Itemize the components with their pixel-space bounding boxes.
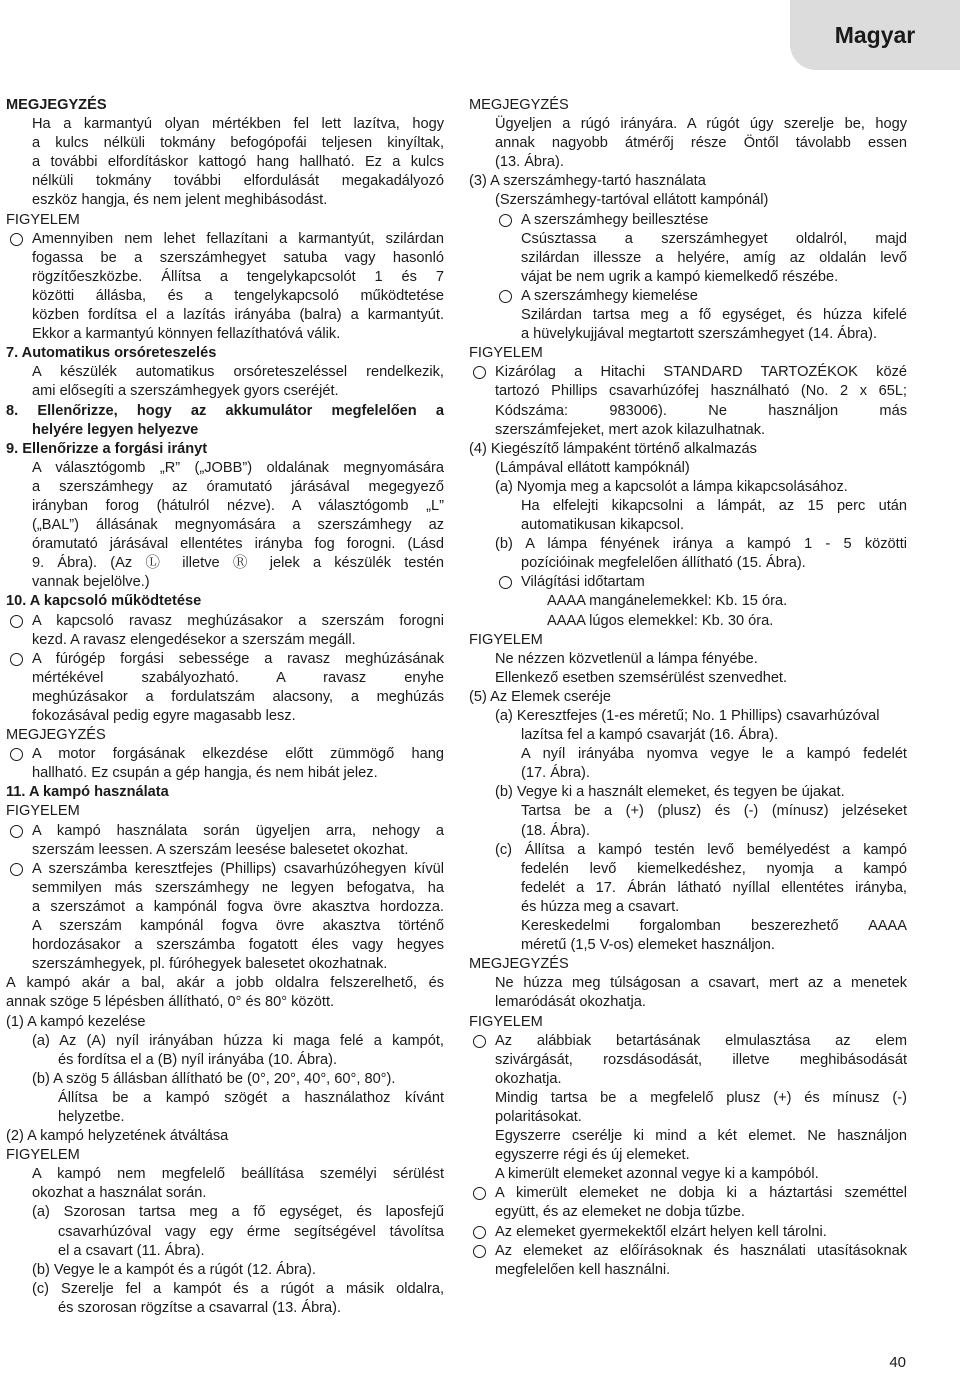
text-line-content: a szerszámhegy az óramutató járásával megegyező [32, 478, 444, 495]
text-line [6, 745, 444, 764]
text-line [6, 1184, 444, 1203]
text-line [469, 115, 907, 134]
text-line-content: Kizárólag a Hitachi STANDARD TARTOZÉKOK közé [495, 364, 907, 381]
text-line [6, 993, 444, 1012]
text-line [469, 535, 907, 554]
text-line-content: Szilárdan tartsa meg a fő egységet, és húzza kifelé [521, 307, 907, 324]
text-line-content: el a csavart (11. Ábra). [58, 1242, 205, 1259]
text-line [469, 363, 907, 382]
text-line-content: szerszám leessen. A szerszám leesése balesetet okozhat. [32, 841, 409, 858]
text-line-content: (a) Keresztfejes (1-es méretű; No. 1 Phillips) csavarhúzóval [495, 708, 880, 724]
text-line [6, 249, 444, 268]
text-line-content: óramutató járásával ellentétes irányba fog forogni. (Lásd [32, 536, 444, 553]
text-line-content: A szerszámhegy kiemelése [521, 287, 698, 304]
text-line-content: (b) A szög 5 állásban állítható be (0°, 20°, 40°, 60°, 80°). [32, 1070, 396, 1087]
language-tab [790, 0, 960, 70]
text-line-content: (a) Az (A) nyíl irányában húzza ki maga felé a kampót, [32, 1032, 444, 1049]
text-line [469, 612, 907, 631]
text-line [6, 325, 444, 344]
text-line [469, 898, 907, 917]
text-line [6, 1242, 444, 1261]
text-line [6, 650, 444, 669]
text-line-content: szerszámhegyek, pl. fúróhegyek balesetet okozhatnak. [32, 956, 388, 973]
bullet-circle-icon [10, 233, 23, 246]
text-line-content: Amennyiben nem lehet fellazítani a karmantyút, szilárdan [32, 230, 444, 247]
text-line [469, 726, 907, 745]
text-line [6, 382, 444, 401]
text-line [469, 96, 907, 115]
text-line-content: (a) Nyomja meg a kapcsolót a lámpa kikapcsolásához. [495, 478, 848, 495]
text-line [6, 1108, 444, 1127]
text-line-content: 9. Ellenőrizze a forgási irányt [6, 440, 208, 457]
text-line-content: automatikusan kikapcsol. [521, 517, 685, 534]
text-line [6, 211, 444, 230]
text-line-content: és húzza meg a csavart. [521, 898, 680, 915]
text-line [6, 153, 444, 172]
text-line-content: a hüvelykujjával megtartott szerszámhegyet (14. Ábra). [521, 326, 878, 343]
text-line-content: a további elfordításkor kattogó hang hallható. Ez a kulcs [32, 154, 444, 171]
text-line [469, 1146, 907, 1165]
text-line-content: egyszerre régi és új elemeket. [495, 1147, 690, 1164]
text-line-content: A készülék automatikus orsóreteszeléssel rendelkezik, [32, 364, 444, 381]
bullet-circle-icon [473, 1245, 486, 1258]
text-line-content: szivárgását, rozsdásodását, illetve meghibásodását [495, 1051, 907, 1068]
text-line [469, 592, 907, 611]
text-line-content: FIGYELEM [6, 1147, 80, 1164]
text-line-content: A kimerült elemeket azonnal vegye ki a kampóból. [495, 1166, 819, 1183]
text-line [6, 955, 444, 974]
text-line [469, 1013, 907, 1032]
text-line-content: fokozásával pedig egyre magasabb lesz. [32, 708, 296, 724]
text-line-content: a szerszámot a kampónál fogva övre akasztva hordozza. [32, 898, 444, 915]
text-line [6, 631, 444, 650]
text-line-content: Az alábbiak betartásának elmulasztása az elem [495, 1032, 907, 1049]
text-line-content: és szorosan rögzítse a csavarral (13. Ábra). [58, 1299, 342, 1316]
text-line-content: FIGYELEM [469, 631, 543, 648]
text-line [469, 153, 907, 172]
text-line [6, 669, 444, 688]
text-line [6, 783, 444, 802]
text-line [6, 478, 444, 497]
text-line [469, 1184, 907, 1203]
text-line-content: Az elemeket gyermekektől elzárt helyen kell tárolni. [495, 1223, 827, 1240]
text-line [6, 1051, 444, 1070]
text-line [469, 172, 907, 191]
text-line-content: A kampó nem megfelelő beállítása személyi sérülést [32, 1166, 444, 1183]
text-line [6, 1089, 444, 1108]
text-line-content: szerszámfejeket, mert azok kilazulhatnak. [495, 421, 766, 438]
text-line-content: megfelelően kell használni. [495, 1261, 671, 1278]
text-line-content: Kereskedelmi forgalomban beszerezhető AAAA [521, 918, 907, 935]
text-line-content: Csúsztassa a szerszámhegyet oldalról, majd [521, 230, 907, 247]
text-line-content: fedelén levő kiemelkedéshez, nyomja a kampó [521, 860, 907, 877]
text-line [469, 1127, 907, 1146]
text-line [6, 554, 444, 573]
text-line [469, 707, 907, 726]
text-line-content: polaritásokat. [495, 1108, 582, 1125]
text-line-content: FIGYELEM [469, 1013, 543, 1030]
bullet-circle-icon [499, 576, 512, 589]
text-line-content: A kampó használata során ügyeljen arra, nehogy a [32, 822, 444, 839]
text-line-content: A nyíl irányába nyomva vegye le a kampó fedelét [521, 746, 907, 763]
text-line [6, 1070, 444, 1089]
text-line-content: (13. Ábra). [495, 154, 564, 171]
text-line [6, 898, 444, 917]
text-line [6, 1013, 444, 1032]
text-line-content: 10. A kapcsoló működtetése [6, 593, 202, 610]
text-line [469, 191, 907, 210]
text-line-content: FIGYELEM [469, 345, 543, 362]
text-line-content: A szerszám kampónál fogva övre akasztva történő [32, 918, 444, 935]
text-line-content: ami elősegíti a szerszámhegyek gyors cseréjét. [32, 383, 339, 400]
text-line [469, 879, 907, 898]
text-line [6, 1165, 444, 1184]
text-line [469, 554, 907, 573]
text-line-content: A kampó akár a bal, akár a jobb oldalra felszerelhető, és [6, 975, 444, 992]
text-line [6, 841, 444, 860]
text-line [469, 382, 907, 401]
text-line-content: Ügyeljen a rúgó irányára. A rúgót úgy szerelje be, hogy [495, 116, 907, 133]
text-line-content: (c) Állítsa a kampó testén levő bemélyedést a kampó [495, 841, 907, 858]
text-line [6, 96, 444, 115]
text-line [469, 1032, 907, 1051]
text-line [6, 936, 444, 955]
text-line [6, 1203, 444, 1222]
right-column [469, 96, 907, 1280]
text-line-content: helyzetbe. [58, 1108, 125, 1125]
text-line-content: Mindig tartsa be a megfelelő plusz (+) és mínusz (-) [495, 1089, 907, 1106]
text-line [469, 764, 907, 783]
text-line [469, 478, 907, 497]
bullet-circle-icon [10, 825, 23, 838]
text-line-content: Ne húzza meg túlságosan a csavart, mert az a menetek [495, 975, 907, 992]
text-line-content: Kódszáma: 983006). Ne használjon más [495, 402, 907, 419]
text-line-content: Az elemeket az előírásoknak és használati utasításoknak [495, 1242, 907, 1259]
text-line-content: MEGJEGYZÉS [469, 97, 569, 113]
text-line [469, 955, 907, 974]
text-line-content: hordozásakor a szerszámba fogatott éles vagy hegyes [32, 937, 444, 954]
text-line-content: („BAL”) állásának megnyomására a szerszámhegy az [32, 517, 444, 534]
text-line-content: a kulcs nélküli tokmány befogópofái teljesen kinyíltak, [32, 135, 444, 152]
text-line [6, 802, 444, 821]
text-line [469, 917, 907, 936]
text-line [469, 745, 907, 764]
text-line [6, 497, 444, 516]
text-line [469, 860, 907, 879]
text-line [6, 688, 444, 707]
text-line [6, 822, 444, 841]
text-line [6, 592, 444, 611]
text-line [469, 230, 907, 249]
text-line-content: (2) A kampó helyzetének átváltása [6, 1128, 229, 1145]
text-line [469, 688, 907, 707]
text-line [6, 440, 444, 459]
text-line [6, 726, 444, 745]
text-line-content: Állítsa be a kampó szögét a használathoz kívánt [58, 1089, 444, 1106]
text-line [469, 211, 907, 230]
text-line [6, 134, 444, 153]
text-line [469, 325, 907, 344]
bullet-circle-icon [10, 615, 23, 628]
text-line [6, 516, 444, 535]
text-line-content: méretű (1,5 V-os) elemeket használjon. [521, 937, 775, 954]
text-line-content: mértékével szabályozható. A ravasz enyhe [32, 669, 444, 686]
text-line [469, 783, 907, 802]
left-column [6, 96, 444, 1318]
text-line [469, 421, 907, 440]
text-line [469, 268, 907, 287]
text-line [469, 1070, 907, 1089]
text-line [469, 822, 907, 841]
text-line [6, 230, 444, 249]
text-line-content: okozhat a használat során. [32, 1185, 207, 1202]
text-line [6, 535, 444, 554]
text-line [6, 1280, 444, 1299]
text-line [6, 402, 444, 421]
text-line-content: (c) Szerelje fel a kampót és a rúgót a másik oldalra, [32, 1280, 444, 1297]
text-line [469, 841, 907, 860]
text-line-content: A szerszámhegy beillesztése [521, 211, 709, 228]
text-line-content: szilárdan illessze a helyére, amíg az oldalán levő [521, 249, 907, 266]
text-line [6, 917, 444, 936]
text-line-content: FIGYELEM [6, 803, 80, 820]
text-line-content: pozícióinak megfelelően állítható (15. Ábra). [521, 555, 806, 572]
text-line [469, 344, 907, 363]
text-line [469, 249, 907, 268]
text-line [469, 1203, 907, 1222]
text-line-content: A kapcsoló ravasz meghúzásakor a szerszám forogni [32, 612, 444, 629]
text-line-content: (b) Vegye ki a használt elemeket, és tegyen be újakat. [495, 784, 845, 801]
text-line-content: együtt, és az elemeket ne dobja tűzbe. [495, 1204, 745, 1221]
bullet-circle-icon [473, 1226, 486, 1239]
text-line [469, 1051, 907, 1070]
text-line-content: MEGJEGYZÉS [6, 727, 106, 744]
text-line [469, 669, 907, 688]
text-line-content: Egyszerre cserélje ki mind a két elemet. Ne használjon [495, 1128, 907, 1145]
text-line [6, 287, 444, 306]
text-line-content: meghúzásakor a fordulatszám alacsony, a meghúzás [32, 688, 444, 705]
bullet-circle-icon [10, 748, 23, 761]
text-line-content: (4) Kiegészítő lámpaként történő alkalmazás [469, 440, 757, 457]
text-line-content: annak nagyobb átmérőj része Öntől távolabb essen [495, 135, 907, 152]
text-line-content: közben fordítsa el a lazítás irányába (balra) a karmantyút. [32, 307, 444, 324]
text-line [6, 573, 444, 592]
text-line-content: fogassa be a szerszámhegyet satuba vagy hasonló [32, 249, 444, 266]
bullet-circle-icon [499, 290, 512, 303]
text-line-content: Világítási időtartam [521, 574, 645, 591]
text-line-content: lemaródását okozhatja. [495, 994, 646, 1011]
text-line-content: fedelét a 17. Ábrán látható nyíllal ellentétes irányba, [521, 879, 907, 896]
text-line-content: közötti állásba, és a tengelykapcsoló működtetése [32, 287, 444, 304]
text-line-content: (5) Az Elemek cseréje [469, 688, 611, 705]
text-line-content: Ne nézzen közvetlenül a lámpa fényébe. [495, 650, 758, 667]
text-line [6, 1032, 444, 1051]
text-line-content: FIGYELEM [6, 211, 80, 228]
text-line [6, 306, 444, 325]
text-line [469, 497, 907, 516]
text-line-content: csavarhúzóval vagy egy érme segítségével távolítsa [58, 1223, 444, 1240]
text-line [469, 459, 907, 478]
text-line [469, 993, 907, 1012]
text-line [469, 1261, 907, 1280]
text-line [6, 879, 444, 898]
text-line [469, 1089, 907, 1108]
text-line-content: A fúrógép forgási sebessége a ravasz meghúzásának [32, 650, 444, 667]
text-line-content: (18. Ábra). [521, 822, 590, 839]
text-line-content: annak szöge 5 lépésben állítható, 0° és 80° között. [6, 994, 335, 1011]
text-line [6, 268, 444, 287]
text-line [6, 1146, 444, 1165]
bullet-circle-icon [473, 366, 486, 379]
text-line [469, 440, 907, 459]
text-line-content: hallható. Ez csupán a gép hangja, és nem hibát jelez. [32, 765, 378, 782]
text-line [469, 402, 907, 421]
text-line [6, 1299, 444, 1318]
text-line [6, 974, 444, 993]
text-line-content: 8. Ellenőrizze, hogy az akkumulátor megfelelően a [6, 402, 444, 419]
bullet-circle-icon [499, 214, 512, 227]
text-line-content: és fordítsa el a (B) nyíl irányába (10. Ábra). [58, 1051, 338, 1068]
text-line [6, 1261, 444, 1280]
text-line-content: rögzítőeszközbe. Állítsa a tengelykapcsolót 1 és 7 [32, 268, 444, 285]
text-line-content: nélküli tokmány további elfordulását megakadályozó [32, 173, 444, 190]
text-line-content: (a) Szorosan tartsa meg a fő egységet, és laposfejű [32, 1204, 444, 1221]
text-line-content: eszköz hangja, és nem jelent meghibásodást. [32, 192, 328, 209]
text-line-content: kezd. A ravasz elengedésekor a szerszám megáll. [32, 631, 356, 648]
text-line-content: (17. Ábra). [521, 765, 590, 782]
text-line-content: AAAA mangánelemekkel: Kb. 15 óra. [547, 593, 788, 610]
text-line [469, 1223, 907, 1242]
text-line-content: (1) A kampó kezelése [6, 1013, 146, 1030]
text-line-content: 9. Ábra). (Az Ⓛ illetve Ⓡ jelek a készülék testén [32, 555, 444, 572]
text-line [6, 1223, 444, 1242]
text-line [6, 191, 444, 210]
text-line-content: (Lámpával ellátott kampóknál) [495, 459, 690, 476]
text-line-content: okozhatja. [495, 1070, 562, 1087]
text-line-content: Ha elfelejti kikapcsolni a lámpát, az 15 perc után [521, 497, 907, 514]
text-line-content: (b) A lámpa fényének iránya a kampó 1 - 5 közötti [495, 536, 907, 553]
text-line [469, 1108, 907, 1127]
text-line-content: MEGJEGYZÉS [6, 97, 107, 113]
text-line [6, 459, 444, 478]
text-line [469, 631, 907, 650]
bullet-circle-icon [10, 653, 23, 666]
text-line-content: semmilyen más szerszámhegy ne legyen befogatva, ha [32, 879, 444, 896]
text-line [6, 344, 444, 363]
text-line [469, 1242, 907, 1261]
text-line-content: 7. Automatikus orsóreteszelés [6, 345, 217, 362]
text-line [469, 974, 907, 993]
text-line [469, 1165, 907, 1184]
text-line-content: helyére legyen helyezve [32, 421, 199, 438]
text-line-content: (3) A szerszámhegy-tartó használata [469, 173, 706, 190]
text-line-content: MEGJEGYZÉS [469, 956, 569, 973]
text-line-content: (Szerszámhegy-tartóval ellátott kampónál) [495, 192, 769, 209]
text-line [6, 363, 444, 382]
text-line-content: tartozó Phillips csavarhúzófej használható (No. 2 x 65L; [495, 383, 907, 400]
bullet-circle-icon [473, 1187, 486, 1200]
text-line [6, 860, 444, 879]
text-line-content: irányban forog (hátulról nézve). A választógomb „L” [32, 497, 444, 514]
text-line [469, 802, 907, 821]
text-line-content: Ellenkező esetben szemsérülést szenvedhet. [495, 669, 788, 686]
text-line [6, 707, 444, 726]
text-line-content: A kimerült elemeket ne dobja ki a háztartási szeméttel [495, 1185, 907, 1202]
text-line [469, 573, 907, 592]
text-line [6, 172, 444, 191]
text-line [6, 1127, 444, 1146]
text-line [6, 421, 444, 440]
text-line-content: A motor forgásának elkezdése előtt zümmögő hang [32, 746, 444, 763]
text-line-content: lazítsa fel a kampó csavarját (16. Ábra). [521, 727, 779, 744]
text-line-content: AAAA lúgos elemekkel: Kb. 30 óra. [547, 612, 774, 629]
text-line-content: A választógomb „R” („JOBB”) oldalának megnyomására [32, 459, 444, 476]
text-line [6, 612, 444, 631]
text-line [469, 936, 907, 955]
text-line [6, 764, 444, 783]
bullet-circle-icon [10, 863, 23, 876]
text-line [469, 306, 907, 325]
text-line-content: Tartsa be a (+) (plusz) és (-) (mínusz) jelzéseket [521, 803, 907, 820]
text-line-content: vannak bejelölve.) [32, 574, 150, 591]
text-line [469, 650, 907, 669]
page-number: 40 [889, 1353, 906, 1371]
text-line-content: Ekkor a karmantyú könnyen fellazíthatóvá válik. [32, 326, 341, 343]
text-line-content: vájat be nem ugrik a kampó kiemelkedő részébe. [521, 268, 839, 285]
text-line [6, 115, 444, 134]
text-line-content: A szerszámba keresztfejes (Phillips) csavarhúzóhegyen kívül [32, 860, 444, 877]
text-line-content: Ha a karmantyú olyan mértékben fel lett lazítva, hogy [32, 116, 444, 133]
bullet-circle-icon [473, 1035, 486, 1048]
text-line [469, 287, 907, 306]
language-label: Magyar [834, 22, 916, 49]
text-line [469, 134, 907, 153]
text-line [469, 516, 907, 535]
text-line-content: (b) Vegye le a kampót és a rúgót (12. Ábra). [32, 1261, 316, 1278]
text-line-content: 11. A kampó használata [6, 784, 169, 801]
